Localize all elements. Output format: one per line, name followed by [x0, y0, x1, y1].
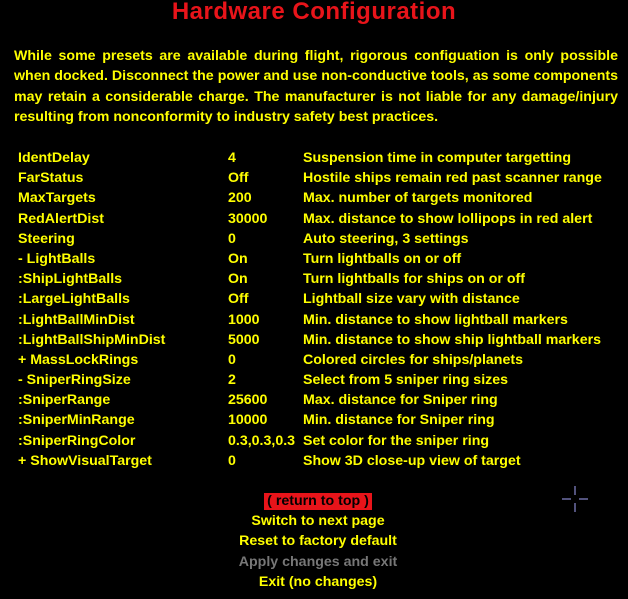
setting-value[interactable]: 10000 — [228, 412, 268, 429]
setting-row[interactable] — [0, 168, 628, 188]
setting-name: - LightBalls — [18, 250, 96, 267]
setting-description: Colored circles for ships/planets — [303, 351, 523, 368]
setting-name: RedAlertDist — [18, 210, 104, 227]
setting-name: Steering — [18, 230, 75, 247]
setting-value[interactable]: 4 — [228, 150, 236, 166]
setting-description: Lightball size vary with distance — [303, 291, 520, 308]
menu-item-label: ( return to top ) — [264, 493, 372, 510]
setting-name: :SniperRingColor — [18, 432, 136, 449]
setting-row[interactable] — [0, 451, 628, 471]
setting-description: Auto steering, 3 settings — [303, 230, 469, 247]
setting-value[interactable]: 0.3,0.3,0.3 — [228, 432, 296, 449]
setting-row[interactable] — [0, 289, 628, 309]
setting-row[interactable] — [0, 188, 628, 208]
setting-value[interactable]: Off — [228, 170, 249, 187]
setting-name: :SniperMinRange — [18, 412, 135, 429]
setting-name: - SniperRingSize — [18, 372, 131, 389]
setting-row[interactable] — [0, 249, 628, 269]
setting-value[interactable]: 200 — [228, 190, 252, 207]
setting-description: Min. distance for Sniper ring — [303, 412, 495, 429]
setting-value[interactable]: 5000 — [228, 331, 260, 348]
setting-value[interactable]: 1000 — [228, 311, 260, 328]
setting-name: :LargeLightBalls — [18, 291, 130, 308]
menu-item[interactable] — [178, 572, 458, 592]
setting-description: Max. distance to show lollipops in red alert — [303, 210, 593, 227]
menu-item-label: Exit (no changes) — [258, 573, 378, 590]
menu-item[interactable] — [178, 491, 458, 511]
setting-description: Show 3D close-up view of target — [303, 452, 521, 469]
menu-item[interactable] — [178, 531, 458, 551]
setting-description: Min. distance to show lightball markers — [303, 311, 568, 328]
setting-description: Min. distance to show ship lightball markers — [303, 331, 601, 348]
setting-value[interactable]: 2 — [228, 372, 236, 389]
menu-item — [178, 552, 458, 572]
setting-row[interactable] — [0, 229, 628, 249]
setting-name: :ShipLightBalls — [18, 271, 123, 288]
settings-list — [0, 148, 628, 471]
setting-description: Max. distance for Sniper ring — [303, 392, 498, 409]
setting-row[interactable] — [0, 148, 628, 168]
setting-name: FarStatus — [18, 170, 84, 187]
setting-value[interactable]: Off — [228, 291, 249, 308]
menu-item-label: Apply changes and exit — [238, 553, 398, 570]
setting-name: :SniperRange — [18, 392, 111, 409]
setting-row[interactable] — [0, 350, 628, 370]
setting-value[interactable]: 30000 — [228, 210, 268, 227]
menu-item-label: Reset to factory default — [239, 533, 397, 550]
setting-name: + ShowVisualTarget — [18, 452, 152, 469]
setting-description: Suspension time in computer targetting — [303, 150, 572, 166]
setting-description: Turn lightballs on or off — [303, 250, 462, 267]
setting-row[interactable] — [0, 209, 628, 229]
setting-row[interactable] — [0, 330, 628, 350]
menu-item-label: Switch to next page — [251, 513, 385, 530]
setting-value[interactable]: On — [228, 271, 248, 288]
setting-name: + MassLockRings — [18, 351, 139, 368]
setting-value[interactable]: 0 — [228, 351, 236, 368]
intro-text: While some presets are available during flight, rigorous configuation is only possible when docked. Disconnect the power and use non-conductive tools, as some components may retain a considerable charge. The manufacturer is not liable for any damage/injury resulting from nonconformity to industry safety best practices. — [14, 48, 618, 125]
setting-description: Max. number of targets monitored — [303, 190, 533, 207]
setting-row[interactable] — [0, 310, 628, 330]
setting-value[interactable]: 0 — [228, 230, 236, 247]
menu-item[interactable] — [178, 511, 458, 531]
setting-row[interactable] — [0, 431, 628, 451]
setting-name: IdentDelay — [18, 150, 90, 166]
setting-value[interactable]: 0 — [228, 452, 236, 469]
crosshair-icon — [562, 486, 588, 512]
setting-row[interactable] — [0, 370, 628, 390]
setting-description: Turn lightballs for ships on or off — [303, 271, 525, 288]
setting-value[interactable]: On — [228, 250, 248, 267]
setting-description: Hostile ships remain red past scanner range — [303, 170, 602, 187]
setting-description: Select from 5 sniper ring sizes — [303, 372, 509, 389]
setting-row[interactable] — [0, 410, 628, 430]
setting-name: MaxTargets — [18, 190, 96, 207]
page-title: Hardware Configuration — [171, 0, 457, 25]
setting-row[interactable] — [0, 269, 628, 289]
menu — [178, 491, 458, 592]
setting-description: Set color for the sniper ring — [303, 432, 490, 449]
setting-value[interactable]: 25600 — [228, 392, 268, 409]
setting-row[interactable] — [0, 390, 628, 410]
setting-name: :LightBallMinDist — [18, 311, 135, 328]
setting-name: :LightBallShipMinDist — [18, 331, 166, 348]
